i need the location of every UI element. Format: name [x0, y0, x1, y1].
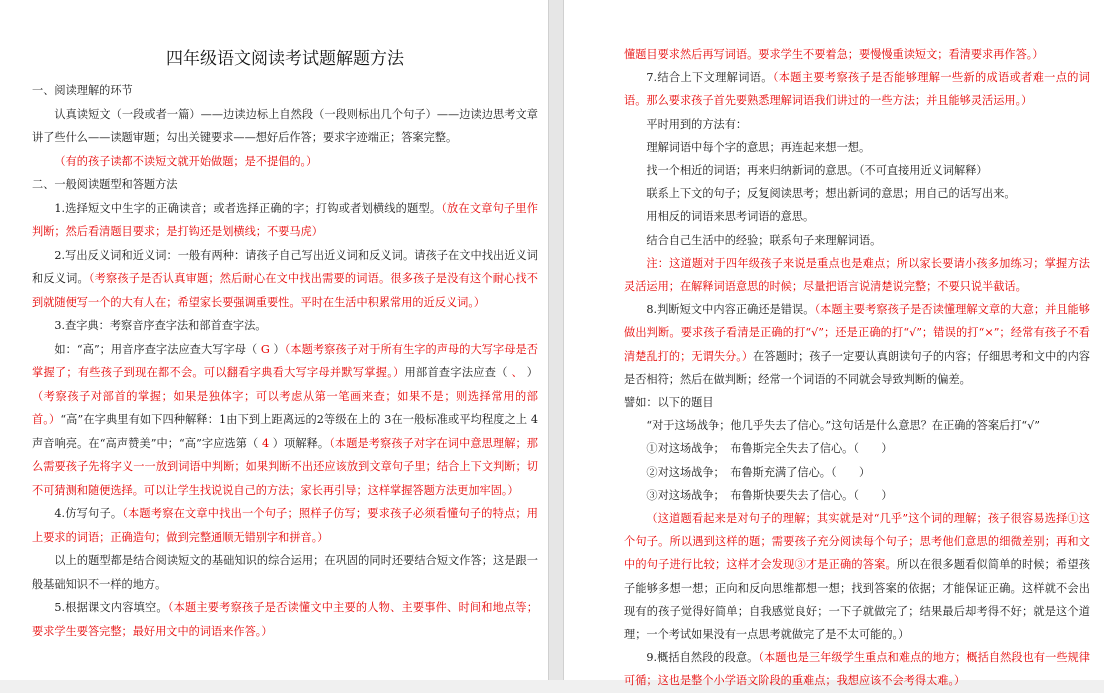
annotation-text: （本题主要考察孩子是否读懂理解文章的大意；并且能够做出判断。要求孩子看清是正确的打“√”；还是正确的打“√”；错误的打“×”；经常有孩子不看清楚乱打的；无谓失分。） — [624, 303, 1090, 363]
annotation-text: （本题是考察孩子对字在词中意思理解；那么需要孩子先将字义一一放到词语中判断；如果判断不出还应该放到文章句子里；结合上下文判断；切不可猜测和随便选择。可以让学生找说说自己的方法；家长再引导；这样掌握答题方法更加牢固。） — [32, 436, 538, 497]
body-text: 认真读短文（一段或者一篇）——边读边标上自然段（一段则标出几个句子）——边读边思考文章讲了些什么——读题审题；勾出关键要求——想好后作答；要求字迹端正；答案完整。 — [32, 107, 538, 144]
paragraph — [32, 549, 538, 596]
paragraph — [32, 173, 538, 197]
body-text: 5.根据课文内容填空。 — [54, 601, 168, 614]
annotation-text: 、 — [507, 366, 527, 379]
body-text: “高”在字典里有如下四种解释：1由下到上距离远的2等级在上的 3在一般标准或平均程度之上 4声音响亮。在“高声赞美”中；“高”字应选第（ — [32, 413, 539, 450]
paragraph — [624, 484, 1090, 507]
body-text: ③对这场战争； 布鲁斯快要失去了信心。（ ） — [646, 488, 893, 502]
body-text: 1.选择短文中生字的正确读音；或者选择正确的字；打钩或者划横线的题型。 — [54, 201, 442, 215]
body-text: 以上的题型都是结合阅读短文的基础知识的综合运用；在巩固的同时还要结合短文作答；这是跟一般基础知识不一样的地方。 — [32, 554, 538, 591]
paragraph — [624, 43, 1090, 66]
paragraph — [32, 314, 538, 338]
annotation-text: （有的孩子读都不读短文就开始做题；是不提倡的。） — [54, 154, 318, 168]
body-text: 用部首查字法应查（ — [404, 366, 508, 379]
paragraph — [32, 197, 538, 244]
paragraph — [624, 159, 1090, 182]
paragraph — [624, 646, 1090, 692]
body-text: 如：“高”；用音序查字法应查大写字母（ — [54, 342, 258, 356]
annotation-text: （本题考察孩子对于所有生字的声母的大写字母是否掌握了；有些孩子到现在都不会。可以翻看字典看大写字母并默写掌握。） — [32, 342, 538, 379]
paragraph — [624, 298, 1090, 391]
annotation-text: （本题也是三年级学生重点和难点的地方；概括自然段也有一些规律可循；这也是整个小学语文阶段的重难点；我想应该不会考得太难。） — [624, 651, 1090, 688]
paragraph — [624, 391, 1090, 414]
annotation-text: （考察孩子对部首的掌握；如果是独体字；可以考虑从第一笔画来查；如果不是；则选择常用的部首。） — [32, 389, 538, 426]
body-text: 所以在很多题看似简单的时候；希望孩子能够多想一想；正向和反向思维都想一想；找到答案的依据；才能保证正确。这样就不会出现有的孩子觉得好简单；自我感觉良好；一下子就做完了；结果最后却考得不好；就是这个道理；一个考试如果没有一点思考就做完了是不太可能的。） — [624, 558, 1090, 642]
annotation-text: （本题考察在文章中找出一个句子；照样子仿写；要求孩子必须看懂句子的特点；用上要求的词语；正确造句；做到完整通顺无错别字和拼音。） — [32, 507, 538, 544]
annotation-text: 懂题目要求然后再写词语。要求学生不要着急；要慢慢重读短文；看清要求再作答。） — [624, 48, 1044, 61]
body-text: 8.判断短文中内容正确还是错误。 — [646, 303, 815, 317]
page-gap — [548, 0, 564, 680]
body-text: ） — [273, 342, 285, 356]
body-text: 在答题时；孩子一定要认真朗读句子的内容；仔细思考和文中的内容是否相符；然后在做判断；经常一个词语的不同就会导致判断的偏差。 — [624, 349, 1090, 386]
paragraph — [624, 182, 1090, 205]
paragraph — [624, 414, 1090, 437]
right-page-body — [624, 43, 1090, 693]
paragraph — [624, 229, 1090, 252]
annotation-text: （考察孩子是否认真审题；然后耐心在文中找出需要的词语。很多孩子是没有这个耐心找不到就随便写一个的大有人在；希望家长要强调重要性。平时在生活中积累常用的近反义词。） — [32, 272, 538, 309]
paragraph — [32, 103, 538, 150]
body-text: 2.写出反义词和近义词：一般有两种：请孩子自己写出近义词和反义词。请孩子在文中找出近义词和反义词。 — [32, 248, 538, 285]
body-text: 3.查字典：考察音序查字法和部首查字法。 — [54, 319, 267, 332]
body-text: 理解词语中每个字的意思；再连起来想一想。 — [646, 140, 871, 154]
body-text: 找一个相近的词语；再来归纳新词的意思。（不可直接用近义词解释） — [646, 164, 988, 178]
paragraph — [32, 150, 538, 174]
body-text: ） — [526, 366, 538, 379]
body-text: 二、一般阅读题型和答题方法 — [32, 178, 178, 191]
paragraph — [32, 79, 538, 103]
paragraph — [624, 205, 1090, 228]
body-text: 用相反的词语来思考词语的意思。 — [646, 210, 815, 224]
paragraph — [624, 252, 1090, 298]
paragraph — [624, 461, 1090, 484]
paragraph — [32, 338, 538, 503]
annotation-text: （放在文章句子里作判断；然后看清题目要求；是打钩还是划横线；不要马虎） — [32, 201, 538, 238]
paragraph — [32, 244, 538, 315]
body-text: 联系上下文的句子；反复阅读思考；想出新词的意思；用自己的话写出来。 — [646, 187, 1016, 201]
paragraph — [32, 596, 538, 643]
body-text: 7.结合上下文理解词语。 — [646, 71, 773, 85]
annotation-text: 注：这道题对于四年级孩子来说是重点也是难点；所以家长要请小孩多加练习；掌握方法灵活运用；在解释词语意思的时候；尽量把语言说清楚说完整；不要只说半截话。 — [624, 256, 1090, 294]
body-text: ）项解释。 — [272, 436, 330, 450]
page-title: 四年级语文阅读考试题解题方法 — [166, 49, 404, 69]
right-page — [564, 0, 1104, 688]
paragraph — [624, 66, 1090, 112]
paragraph — [32, 502, 538, 549]
annotation-text: （这道题看起来是对句子的理解；其实就是对“几乎”这个词的理解；孩子很容易选择①这个句子。所以遇到这样的题；需要孩子充分阅读每个句子；思考他们意思的细微差别；再和文中的句子进行比较；这样才会发现③才是正确的答案。 — [624, 512, 1090, 572]
left-page — [0, 0, 548, 680]
paragraph — [624, 437, 1090, 460]
body-text: 9.概括自然段的段意。 — [646, 651, 759, 665]
body-text: 平时用到的方法有： — [646, 117, 748, 131]
left-page-body — [32, 79, 538, 643]
annotation-text: （本题主要考察孩子是否能够理解一些新的成语或者难一点的词语。那么要求孩子首先要熟悉理解词语我们讲过的一些方法；并且能够灵活运用。） — [624, 71, 1090, 108]
paragraph — [624, 136, 1090, 159]
body-text: ①对这场战争； 布鲁斯完全失去了信心。（ ） — [646, 442, 893, 456]
paragraph — [624, 507, 1090, 646]
body-text: 结合自己生活中的经验；联系句子来理解词语。 — [646, 233, 882, 247]
body-text: 4.仿写句子。 — [54, 507, 123, 520]
body-text: ②对这场战争； 布鲁斯充满了信心。（ ） — [646, 465, 871, 479]
annotation-text: （本题主要考察孩子是否读懂文中主要的人物、主要事件、时间和地点等；要求学生要答完整；最好用文中的词语来作答。） — [32, 601, 538, 638]
body-text: “对于这场战争；他几乎失去了信心。”这句话是什么意思？在正确的答案后打“√” — [646, 419, 1040, 433]
body-text: 譬如：以下的题目 — [624, 396, 714, 410]
body-text: 一、阅读理解的环节 — [32, 84, 133, 97]
annotation-text: G — [257, 342, 274, 356]
annotation-text: 4 — [258, 436, 273, 450]
paragraph — [624, 113, 1090, 136]
